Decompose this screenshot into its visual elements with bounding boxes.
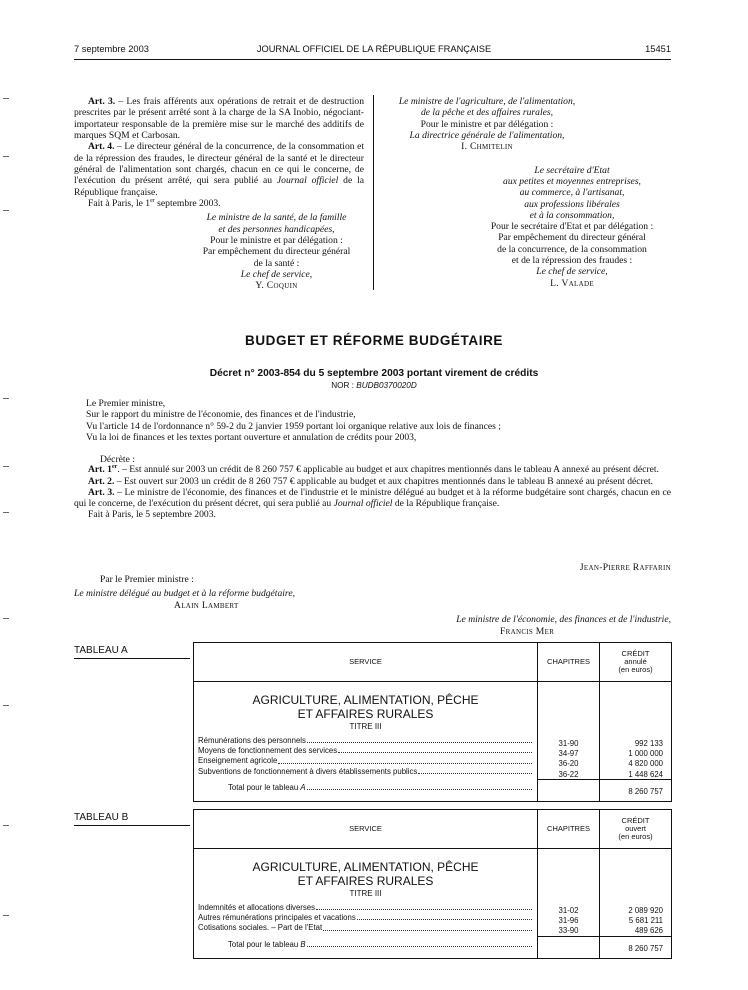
chapitre-number: 31-02: [558, 906, 579, 915]
tableau-b-total: 8 260 757: [628, 943, 663, 953]
tableau-a-chapitres-header: CHAPITRES: [538, 643, 600, 682]
secretary-signature-block: Le secrétaire d'Etat aux petites et moyennes entreprises, au commerce, à l'artisanat, aux professions libérales et à la consommation, Pour le secrétaire d'Etat et par délégation : Par empêchement du directeur général de la concurrence, de la consommation et de la répression des fraudes : Le chef de service, L. Valade: [472, 165, 672, 289]
agriculture-signature-block: Le ministre de l'agriculture, de l'alimentation, de la pêche et des affaires rurales, Pour le ministre et par délégation : La directrice générale de l'alimentation, I. Chmitelin: [382, 96, 592, 153]
decrete-line: Décrète :: [100, 454, 135, 466]
tableau-b-service-header: SERVICE: [194, 810, 538, 849]
pm-par-line: Par le Premier ministre :: [100, 574, 194, 585]
signatory-name: Y. Coquin: [255, 280, 298, 292]
left-signature-block: Le ministre de la santé, de la famille et des personnes handicapées, Pour le ministre et par délégation : Par empêchement du directeur général de la santé : Le chef de service, Y. Coquin: [184, 212, 369, 291]
delegate-minister-name: Alain Lambert: [174, 600, 239, 611]
tableau-a-chapitres-cell: [538, 682, 600, 802]
credit-amount: 2 089 920: [628, 906, 663, 915]
tableau-a-service-cell: [194, 682, 538, 802]
pm-signature: Jean-Pierre Raffarin: [579, 562, 671, 573]
article-1-paragraph: Art. 1er. – Est annulé sur 2003 un crédit de 8 260 757 € applicable au budget et aux chapitres mentionnés dans le tableau A annexé au présent décret.: [88, 464, 659, 476]
tableau-a-label: TABLEAU A: [74, 645, 190, 659]
service-label: Rémunérations des personnels: [198, 736, 306, 746]
chapitre-number: 31-90: [558, 739, 579, 748]
edge-mark: [3, 210, 9, 211]
edge-mark: [3, 705, 9, 706]
eco-minister-name: Francis Mer: [500, 626, 555, 637]
edge-mark: [3, 398, 9, 399]
service-label: Cotisations sociales. – Part de l'Etat: [198, 923, 323, 933]
chapitre-number: 36-22: [558, 769, 579, 779]
tableau-b-ministry: AGRICULTURE, ALIMENTATION, PÊCHE ET AFFAIRES RURALES: [252, 860, 479, 888]
left-column: [74, 96, 364, 292]
table-row: [198, 745, 533, 755]
edge-mark: [3, 512, 9, 513]
tableau-b-total-label: Total pour le tableau B: [198, 939, 533, 949]
edge-mark: [3, 618, 9, 619]
tableau-b-label: TABLEAU B: [74, 812, 190, 826]
decree-body: Le Premier ministre, Sur le rapport du ministre de l'économie, des finances et de l'industrie, Vu l'article 14 de l'ordonnance n° 59-2 du 2 janvier 1959 portant loi organique relative aux lois de finances ; Vu la loi de finances et les textes portant ouverture et annulation de crédits pour 2003, Décrète :: [86, 398, 670, 466]
nor-reference: NOR : BUDB0370020D: [331, 381, 417, 390]
edge-mark: [3, 98, 9, 99]
service-label: Moyens de fonctionnement des services: [198, 746, 338, 756]
table-row: [198, 922, 533, 932]
decree-title: Décret n° 2003-854 du 5 septembre 2003 portant virement de crédits: [209, 368, 539, 379]
header-rule: [74, 59, 671, 60]
tableau-b: [193, 809, 672, 959]
dot-leader: [278, 763, 532, 764]
header-page-number: 15451: [645, 44, 671, 54]
tableau-b-titre: TITRE III: [349, 888, 382, 898]
tableau-a-ministry: AGRICULTURE, ALIMENTATION, PÊCHE ET AFFAIRES RURALES: [252, 693, 479, 721]
decree-done-at-paris: Fait à Paris, le 5 septembre 2003.: [88, 509, 216, 521]
credit-amount: 1 448 624: [628, 769, 663, 779]
credit-amount: 4 820 000: [628, 759, 663, 769]
credit-amount: 489 626: [634, 926, 663, 936]
dot-leader: [357, 919, 532, 920]
signatory-name: I. Chmitelin: [461, 141, 513, 153]
tableau-b-service-cell: [194, 849, 538, 959]
chapitre-number: 33-90: [558, 926, 579, 936]
right-column: [382, 96, 672, 289]
service-label: Enseignement agricole: [198, 756, 278, 766]
table-row: [198, 735, 533, 745]
table-row: [198, 912, 533, 922]
article-3-paragraph: Art. 3. – Les frais afférents aux opérations de retrait et de destruction prescrites par le présent arrêté sont à la charge de la SA Inobio, négociant-importateur responsable de la première mise sur le marché des additifs de marques SQM et Carbosan.: [74, 96, 365, 141]
table-row: [198, 902, 533, 912]
edge-mark: [3, 915, 9, 916]
article-3-decree-paragraph: Art. 3. – Le ministre de l'économie, des finances et de l'industrie et le ministre délégué au budget et à la réforme budgétaire sont chargés, chacun en ce qui le concerne, de l'exécution du présent décret, qui sera publié au Journal officiel de la République française.: [74, 486, 671, 510]
header-date: 7 septembre 2003: [74, 44, 149, 54]
tableau-b-chapitres-header: CHAPITRES: [538, 810, 600, 849]
done-at-paris: Fait à Paris, le 1er septembre 2003.: [88, 197, 221, 209]
tableau-a-titre: TITRE III: [349, 721, 382, 731]
edge-mark: [3, 825, 9, 826]
article-4-paragraph: Art. 4. – Le directeur général de la concurrence, de la consommation et de la répression des fraudes, le directeur général de la santé et le directeur général de l'alimentation sont chargés, chacun en ce qui le concerne, de l'exécution du présent arrêté, qui sera publié au Journal officiel de la République française.: [74, 141, 364, 198]
chapitre-number: 31-96: [558, 916, 579, 926]
service-label: Autres rémunérations principales et vacations: [198, 913, 356, 923]
tableau-b-chapitres-cell: [538, 849, 600, 959]
eco-minister-title: Le ministre de l'économie, des finances et de l'industrie,: [456, 614, 671, 625]
edge-mark: [3, 466, 9, 467]
signatory-name: L. Valade: [550, 277, 594, 289]
decree-articles: [74, 464, 671, 521]
section-title: BUDGET ET RÉFORME BUDGÉTAIRE: [244, 333, 504, 348]
article-4-label: Art. 4.: [88, 141, 115, 153]
tableau-a-total: 8 260 757: [628, 786, 663, 796]
chapitre-number: 34-97: [558, 749, 579, 759]
delegate-minister-title: Le ministre délégué au budget et à la réforme budgétaire,: [74, 588, 295, 599]
credit-amount: 992 133: [634, 739, 663, 748]
tableau-a-total-label: Total pour le tableau A: [198, 782, 533, 792]
tableau-b-credit-cell: [600, 849, 672, 959]
edge-mark: [3, 156, 9, 157]
tableau-a-credit-cell: [600, 682, 672, 802]
credit-amount: 5 681 211: [628, 916, 663, 926]
dot-leader: [323, 930, 532, 931]
tableau-a-service-header: SERVICE: [194, 643, 538, 682]
article-2-paragraph: Art. 2. – Est ouvert sur 2003 un crédit de 8 260 757 € applicable au budget et aux chapitres mentionnés dans le tableau B annexé au présent décret.: [88, 475, 654, 487]
service-label: Subventions de fonctionnement à divers établissements publics: [198, 766, 418, 776]
chapitre-number: 36-20: [558, 759, 579, 769]
tableau-a-credit-header: CRÉDIT annulé (en euros): [600, 643, 672, 682]
dot-leader: [307, 742, 532, 743]
dot-leader: [338, 752, 532, 753]
table-row: [198, 766, 533, 776]
header-journal-title: JOURNAL OFFICIEL DE LA RÉPUBLIQUE FRANÇAISE: [256, 44, 492, 54]
table-row: [198, 755, 533, 765]
article-3-label: Art. 3.: [88, 96, 116, 107]
tableau-b-credit-header: CRÉDIT ouvert (en euros): [600, 810, 672, 849]
tableau-a: [193, 642, 672, 802]
column-divider: [373, 95, 374, 290]
credit-amount: 1 000 000: [628, 749, 663, 759]
dot-leader: [316, 909, 532, 910]
dot-leader: [418, 773, 532, 774]
service-label: Indemnités et allocations diverses: [198, 903, 316, 913]
